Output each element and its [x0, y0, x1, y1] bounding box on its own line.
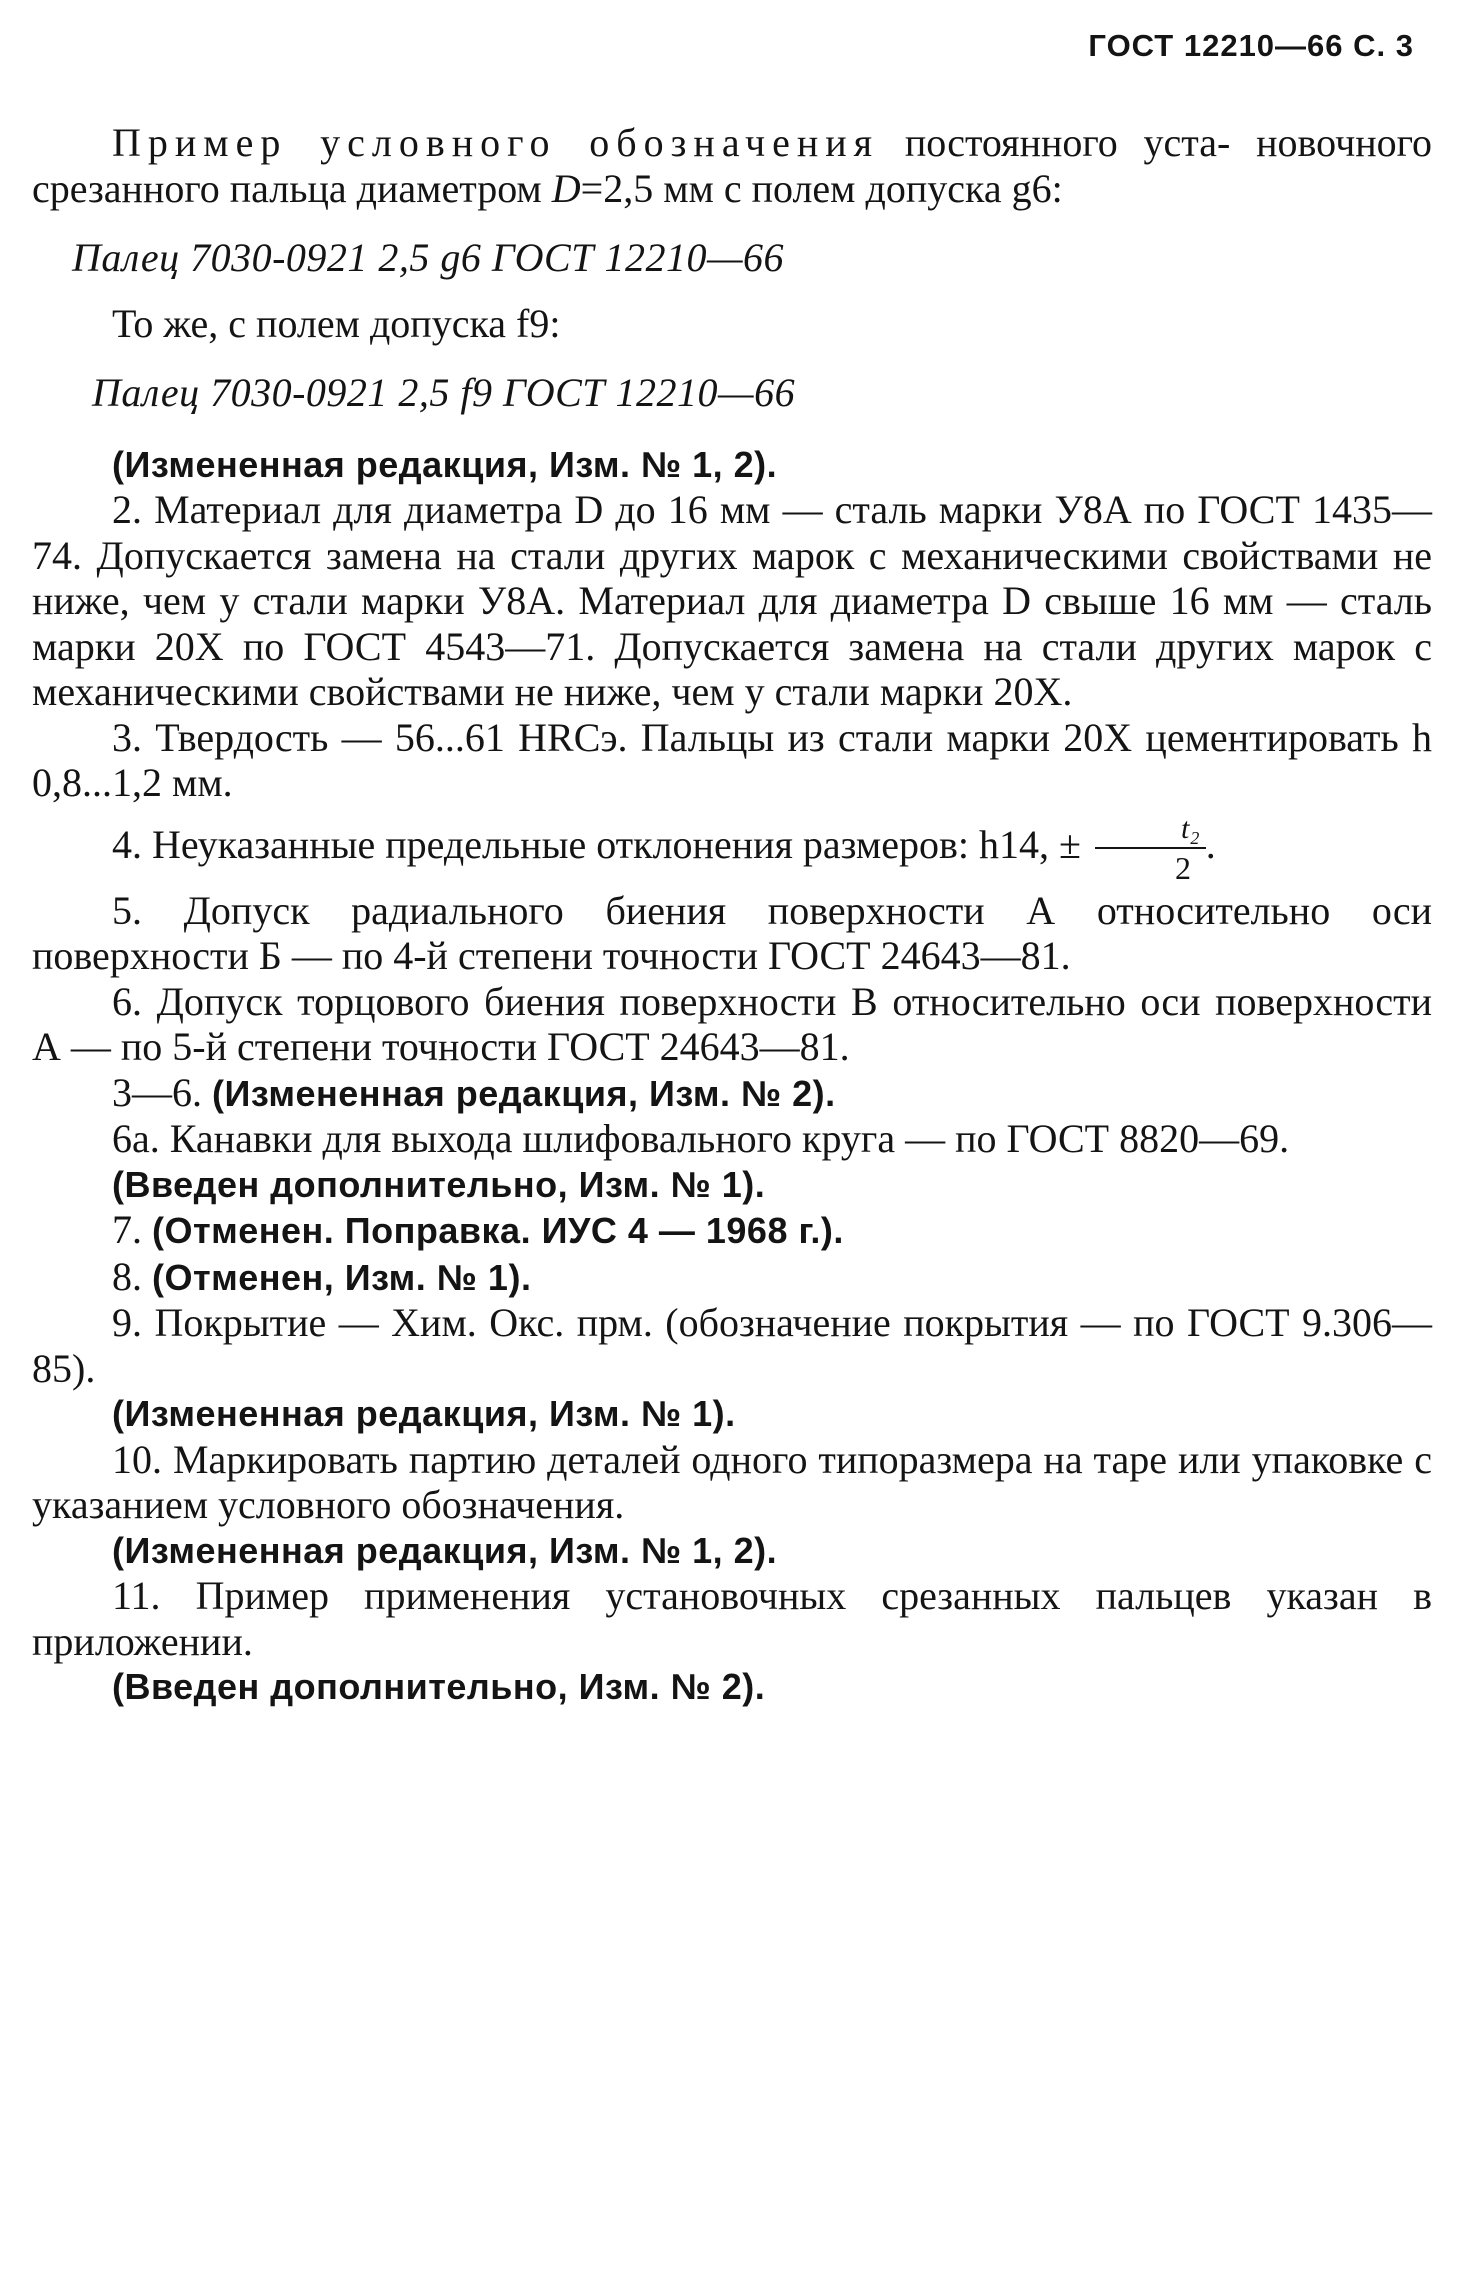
- intro-line2: новочного срезанного пальца диаметром: [32, 120, 1433, 211]
- clause-7-cancelled: [32, 1207, 1432, 1254]
- clause-2-material: 2. Материал для диаметра D до 16 мм — сталь марки У8А по ГОСТ 1435—74. Допускается замена на стали других марок с механическими свойствами не ниже, чем у стали марки У8А. Материал для диаметра D свыше 16 мм — сталь марки 20Х по ГОСТ 4543—71. Допускается замена на стали других марок с механическими свойствами не ниже, чем у стали марки 20Х.: [32, 487, 1432, 714]
- added-note-11: (Введен дополнительно, Изм. № 2).: [112, 1666, 766, 1707]
- added-note-6a: (Введен дополнительно, Изм. № 1).: [112, 1163, 766, 1205]
- clause-7-prefix: 7.: [112, 1207, 152, 1252]
- clause-3-hardness: 3. Твердость — 56...61 HRCэ. Пальцы из стали марки 20Х цементировать h 0,8...1,2 мм.: [32, 714, 1432, 805]
- amendment-note-3-6-text: (Измененная редакция, Изм. № 2).: [212, 1072, 836, 1114]
- clause-5-radial-runout: 5. Допуск радиального биения поверхности А относительно оси поверхности Б — по 4-й степени точности ГОСТ 24643—81.: [32, 887, 1432, 978]
- example-designation-g6: Палец 7030-0921 2,5 g6 ГОСТ 12210—66: [72, 235, 785, 280]
- clause-6a-grooves: 6а. Канавки для выхода шлифовального круга — по ГОСТ 8820—69.: [112, 1116, 1290, 1161]
- clause-10-marking: 10. Маркировать партию деталей одного типоразмера на таре или упаковке с указанием условного обозначения.: [32, 1436, 1432, 1527]
- fraction-numerator: t₂: [1095, 814, 1206, 849]
- designation-intro: [32, 120, 1432, 211]
- clause-6-axial-runout: 6. Допуск торцового биения поверхности В относительно оси поверхности А — по 5-й степени точности ГОСТ 24643—81.: [32, 978, 1432, 1069]
- clause-4-end: .: [1205, 821, 1216, 867]
- clause-9-coating: 9. Покрытие — Хим. Окс. прм. (обозначение покрытия — по ГОСТ 9.306—85).: [32, 1300, 1432, 1391]
- clause-8-prefix: 8.: [112, 1253, 152, 1299]
- intro-line2-end: =2,5 мм с полем: [580, 165, 856, 211]
- clause-4-tolerances: [32, 811, 1432, 886]
- page-header: ГОСТ 12210—66 С. 3: [1088, 28, 1414, 63]
- intro-line3: допуска g6:: [865, 165, 1063, 211]
- amendment-note-3-6-prefix: 3—6.: [112, 1069, 212, 1115]
- clause-8-text: (Отменен, Изм. № 1).: [152, 1256, 532, 1298]
- document-body: [32, 120, 1432, 1710]
- amendment-note-9: (Измененная редакция, Изм. № 1).: [112, 1393, 736, 1434]
- intro-var-d: D: [551, 165, 581, 211]
- clause-11-example: 11. Пример применения установочных срезанных пальцев указан в приложении.: [32, 1573, 1432, 1664]
- clause-8-cancelled: [32, 1254, 1432, 1301]
- amendment-note-3-6: [32, 1070, 1432, 1117]
- amendment-note-1: (Измененная редакция, Изм. № 1, 2).: [112, 443, 778, 485]
- fraction-t2-over-2: [1095, 811, 1206, 886]
- amendment-note-10: (Измененная редакция, Изм. № 1, 2).: [112, 1529, 778, 1571]
- intro-rest: постоянного уста-: [879, 120, 1231, 165]
- example-designation-f9: Палец 7030-0921 2,5 f9 ГОСТ 12210—66: [92, 370, 796, 415]
- fraction-denominator: 2: [1174, 849, 1191, 886]
- intro-lead: Пример условного обозначения: [112, 120, 880, 165]
- clause-4-text: 4. Неуказанные предельные отклонения размеров: h14, ±: [112, 821, 1081, 867]
- same-f9-text: То же, с полем допуска f9:: [112, 300, 561, 346]
- clause-7-text: (Отменен. Поправка. ИУС 4 — 1968 г.).: [152, 1210, 844, 1251]
